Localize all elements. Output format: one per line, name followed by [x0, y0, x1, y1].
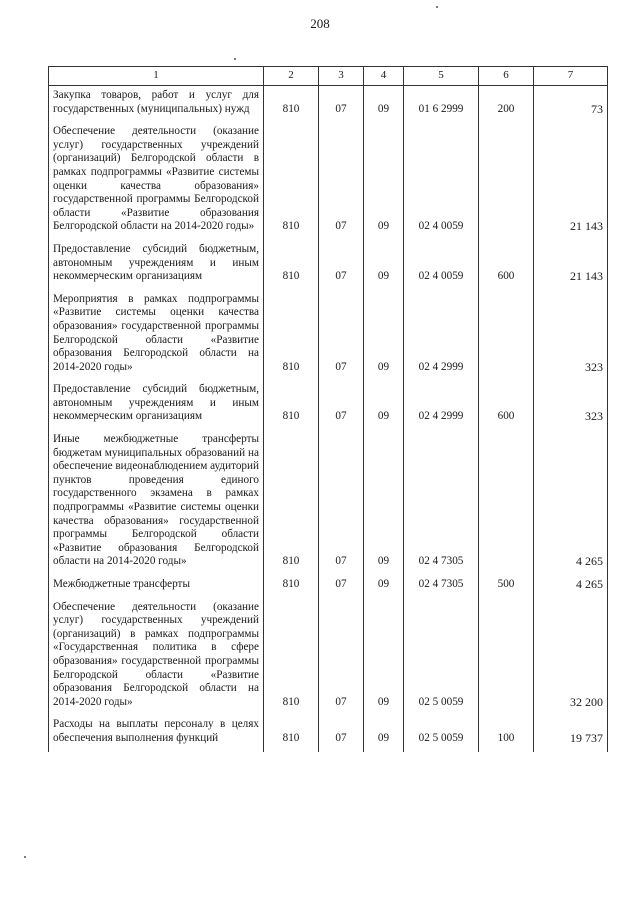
cell-section: 07: [319, 715, 364, 751]
row-description: Расходы на выплаты персоналу в целях обеспечения выполнения функций: [49, 715, 264, 751]
cell-amount: 32 200: [534, 598, 608, 716]
column-header: 3: [319, 67, 364, 86]
cell-amount: 323: [534, 380, 608, 430]
table-row: [49, 430, 608, 575]
table-row: [49, 290, 608, 381]
cell-section: 07: [319, 430, 364, 575]
cell-subsection: 09: [364, 430, 404, 575]
cell-section: 07: [319, 575, 364, 598]
cell-expense-type: 200: [479, 86, 534, 123]
cell-amount: 21 143: [534, 240, 608, 290]
cell-section: 07: [319, 86, 364, 123]
column-header: 1: [49, 67, 264, 86]
row-description: Мероприятия в рамках подпрограммы «Развитие системы оценки качества образования» государственной программы Белгородской области «Развитие образования Белгородской области на 2014-2020 годы»: [49, 290, 264, 381]
column-header: 5: [404, 67, 479, 86]
cell-ministry-code: 810: [264, 290, 319, 381]
cell-ministry-code: 810: [264, 86, 319, 123]
row-description: Предоставление субсидий бюджетным, автономным учреждениям и иным некоммерческим организациям: [49, 380, 264, 430]
cell-expense-type: 100: [479, 715, 534, 751]
cell-target-article: 01 6 2999: [404, 86, 479, 123]
cell-subsection: 09: [364, 86, 404, 123]
cell-ministry-code: 810: [264, 715, 319, 751]
cell-section: 07: [319, 240, 364, 290]
cell-amount: 73: [534, 86, 608, 123]
column-header: 7: [534, 67, 608, 86]
table-row: [49, 575, 608, 598]
page-number: 208: [310, 16, 330, 31]
cell-subsection: 09: [364, 240, 404, 290]
scan-speck: [234, 58, 236, 60]
cell-section: 07: [319, 290, 364, 381]
cell-ministry-code: 810: [264, 122, 319, 240]
table-row: [49, 715, 608, 751]
cell-target-article: 02 4 7305: [404, 430, 479, 575]
cell-expense-type: 600: [479, 380, 534, 430]
row-description: Закупка товаров, работ и услуг для государственных (муниципальных) нужд: [49, 86, 264, 123]
row-description: Обеспечение деятельности (оказание услуг) государственных учреждений (организаций) в рамках подпрограммы «Государственная политика в сфере образования» государственной программы Белгородской области «Развитие образования Белгородской области на 2014-2020 годы»: [49, 598, 264, 716]
budget-table: [48, 66, 608, 752]
table-header-row: [49, 67, 608, 86]
cell-target-article: 02 4 2999: [404, 380, 479, 430]
cell-subsection: 09: [364, 122, 404, 240]
cell-subsection: 09: [364, 380, 404, 430]
scan-speck: [24, 856, 26, 858]
cell-target-article: 02 5 0059: [404, 598, 479, 716]
cell-target-article: 02 4 7305: [404, 575, 479, 598]
row-description: Межбюджетные трансферты: [49, 575, 264, 598]
cell-target-article: 02 4 0059: [404, 122, 479, 240]
table-row: [49, 240, 608, 290]
cell-subsection: 09: [364, 598, 404, 716]
cell-subsection: 09: [364, 575, 404, 598]
row-description: Иные межбюджетные трансферты бюджетам муниципальных образований на обеспечение видеонаблюдением аудиторий пунктов проведения единого государственного экзамена в рамках подпрограммы «Развитие системы оценки качества образования» государственной программы Белгородской области «Развитие образования Белгородской области на 2014-2020 годы»: [49, 430, 264, 575]
cell-expense-type: 500: [479, 575, 534, 598]
table-row: [49, 598, 608, 716]
cell-subsection: 09: [364, 290, 404, 381]
cell-section: 07: [319, 598, 364, 716]
cell-section: 07: [319, 380, 364, 430]
cell-amount: 4 265: [534, 430, 608, 575]
cell-amount: 19 737: [534, 715, 608, 751]
cell-ministry-code: 810: [264, 598, 319, 716]
cell-amount: 4 265: [534, 575, 608, 598]
cell-expense-type: 600: [479, 240, 534, 290]
table-row: [49, 86, 608, 123]
cell-section: 07: [319, 122, 364, 240]
cell-expense-type: [479, 598, 534, 716]
cell-expense-type: [479, 430, 534, 575]
cell-target-article: 02 4 0059: [404, 240, 479, 290]
row-description: Предоставление субсидий бюджетным, автономным учреждениям и иным некоммерческим организациям: [49, 240, 264, 290]
cell-subsection: 09: [364, 715, 404, 751]
cell-ministry-code: 810: [264, 380, 319, 430]
cell-ministry-code: 810: [264, 575, 319, 598]
column-header: 4: [364, 67, 404, 86]
scan-speck: [436, 6, 438, 8]
row-description: Обеспечение деятельности (оказание услуг) государственных учреждений (организаций) Белгородской области в рамках подпрограммы «Развитие системы оценки качества образования» государственной программы Белгородской области «Развитие образования Белгородской области на 2014-2020 годы»: [49, 122, 264, 240]
table-row: [49, 122, 608, 240]
cell-amount: 323: [534, 290, 608, 381]
column-header: 6: [479, 67, 534, 86]
cell-expense-type: [479, 122, 534, 240]
table-row: [49, 380, 608, 430]
cell-ministry-code: 810: [264, 430, 319, 575]
column-header: 2: [264, 67, 319, 86]
cell-target-article: 02 5 0059: [404, 715, 479, 751]
cell-ministry-code: 810: [264, 240, 319, 290]
cell-target-article: 02 4 2999: [404, 290, 479, 381]
cell-expense-type: [479, 290, 534, 381]
cell-amount: 21 143: [534, 122, 608, 240]
